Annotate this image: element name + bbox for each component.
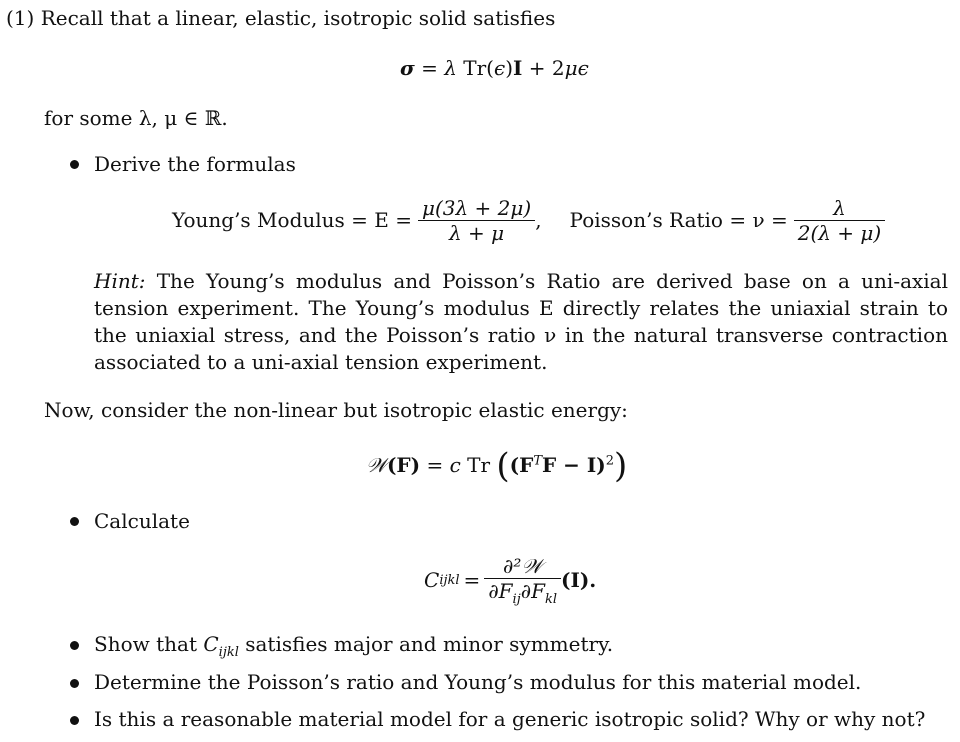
energy-inner-rest: F − I) bbox=[542, 453, 606, 477]
trace-close: ) bbox=[505, 56, 513, 80]
formula-comma: , bbox=[535, 208, 542, 232]
mu-symbol: μ bbox=[564, 56, 578, 80]
bullet-sym-sub: ijkl bbox=[218, 645, 239, 660]
energy-eq: = bbox=[420, 453, 450, 477]
cijkl-den-sub1: ij bbox=[512, 591, 521, 607]
for-some-line: for some λ, μ ∈ ℝ. bbox=[44, 106, 228, 130]
cijkl-den-sub2: kl bbox=[544, 591, 557, 607]
bullet-determine: Determine the Poisson’s ratio and Young’s modulus for this material model. bbox=[94, 670, 862, 694]
trace-open: Tr( bbox=[456, 56, 494, 80]
energy-c: c bbox=[449, 453, 461, 477]
bullet-dot bbox=[70, 641, 79, 650]
cijkl-eq: = bbox=[463, 568, 481, 592]
bullet-sym-C: C bbox=[203, 632, 219, 656]
problem-intro: Recall that a linear, elastic, isotropic solid satisfies bbox=[40, 6, 556, 30]
cijkl-fraction bbox=[484, 554, 561, 607]
bullet-calculate: Calculate bbox=[94, 509, 190, 533]
poisson-numerator: λ bbox=[833, 195, 846, 220]
cijkl-den-dF2: ∂F bbox=[520, 578, 545, 603]
energy-arg: (F) bbox=[386, 453, 421, 477]
young-numerator: μ(3λ + 2μ) bbox=[421, 195, 532, 220]
bullet-dot bbox=[70, 160, 79, 169]
bullet-reasonable: Is this a reasonable material model for a generic isotropic solid? Why or why not? bbox=[94, 707, 926, 731]
problem-number: (1) bbox=[6, 6, 35, 30]
bullet-sym-pre: Show that bbox=[94, 632, 204, 656]
problem-intro-line bbox=[6, 6, 555, 30]
cijkl-denominator bbox=[484, 578, 561, 607]
energy-open-paren: ( bbox=[496, 446, 510, 486]
cijkl-C: C bbox=[424, 568, 440, 592]
formula-young-poisson bbox=[172, 188, 885, 252]
energy-square: 2 bbox=[605, 453, 614, 469]
young-label: Young’s Modulus = E = bbox=[172, 208, 412, 232]
hint-label: Hint: bbox=[94, 269, 146, 293]
hint-text: The Young’s modulus and Poisson’s Ratio are derived base on a uni-axial tension experiment. The Young’s modulus E directly relates the uniaxial strain to the uniaxial stress, and the Poisson’s ratio ν in the natural transverse contraction associated to a uni-axial tension experiment. bbox=[94, 269, 949, 374]
poisson-denominator: 2(λ + μ) bbox=[794, 220, 885, 245]
bullet-dot bbox=[70, 716, 79, 725]
cijkl-arg: (I). bbox=[561, 568, 597, 592]
cijkl-sub: ijkl bbox=[439, 572, 460, 588]
sigma-symbol: σ bbox=[400, 56, 415, 80]
now-consider-line: Now, consider the non-linear but isotropic elastic energy: bbox=[44, 398, 628, 422]
young-fraction bbox=[418, 196, 535, 245]
lambda-symbol: λ bbox=[444, 56, 457, 80]
eq-sign: = bbox=[414, 56, 445, 80]
hint-paragraph bbox=[94, 268, 948, 376]
energy-tr: Tr bbox=[460, 453, 497, 477]
energy-close-paren: ) bbox=[614, 446, 628, 486]
poisson-fraction bbox=[794, 196, 885, 245]
bullet-symmetry bbox=[94, 632, 613, 660]
epsilon-symbol: ϵ bbox=[493, 56, 506, 80]
energy-transpose: T bbox=[533, 453, 543, 469]
epsilon-symbol-2: ϵ bbox=[577, 56, 589, 80]
bullet-sym-post: satisfies major and minor symmetry. bbox=[238, 632, 614, 656]
identity-symbol: I bbox=[513, 56, 523, 80]
bullet-dot bbox=[70, 517, 79, 526]
energy-inner-open: (F bbox=[509, 453, 534, 477]
equation-energy bbox=[366, 446, 627, 486]
poisson-label: Poisson’s Ratio = ν = bbox=[569, 208, 788, 232]
cijkl-numerator: ∂²𝒲 bbox=[502, 553, 543, 578]
young-denominator: λ + μ bbox=[418, 220, 535, 245]
cijkl-den-dF1: ∂F bbox=[488, 578, 513, 603]
bullet-dot bbox=[70, 679, 79, 688]
plus-two: + 2 bbox=[522, 56, 565, 80]
equation-cijkl bbox=[424, 548, 596, 612]
equation-stress bbox=[400, 56, 589, 80]
energy-W: 𝒲 bbox=[366, 453, 387, 477]
bullet-derive: Derive the formulas bbox=[94, 152, 296, 176]
